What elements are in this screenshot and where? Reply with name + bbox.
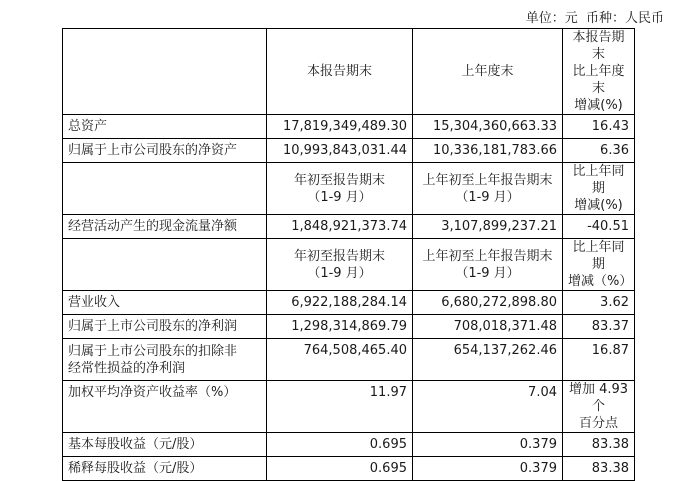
header-line: 增减(%) [574,198,623,213]
table-row [63,457,635,481]
header-line: （1-9 月） [455,189,520,205]
row-value-prior: 7.04 [413,381,563,433]
row-value-current: 1,848,921,373.74 [267,215,413,239]
row-value-change: 6.36 [563,139,635,163]
row-value-change: 3.62 [563,291,635,315]
row-value-change [563,381,635,433]
row-value-current: 0.695 [267,433,413,457]
row-value-change: 16.43 [563,115,635,139]
row-value-current: 0.695 [267,457,413,481]
header-yoy-change [563,239,635,291]
row-value-prior: 10,336,181,783.66 [413,139,563,163]
header-current-period-end: 本报告期末 [267,29,413,115]
header-line: 增减(%) [574,98,623,113]
header-line: 比上年同期 [572,164,625,196]
header-prior-ytd [413,163,563,215]
row-value-prior: 0.379 [413,433,563,457]
row-label [63,339,267,381]
row-value-current: 11.97 [267,381,413,433]
row-label: 归属于上市公司股东的净资产 [63,139,267,163]
header-line: 上年初至上年报告期末 [422,248,553,264]
financial-summary-table [62,28,635,481]
header-change-vs-prior-year-end [563,29,635,115]
table-header-row [63,29,635,115]
header-prior-ytd [413,239,563,291]
row-value-change: 83.38 [563,457,635,481]
row-label: 加权平均净资产收益率（%） [63,381,267,433]
table-row [63,291,635,315]
header-line: 本报告期末 [572,30,625,62]
header-line: （1-9 月） [307,189,372,205]
header-line: 比上年度末 [572,64,625,96]
row-value-change: 83.37 [563,315,635,339]
row-value-change: -40.51 [563,215,635,239]
row-label: 经营活动产生的现金流量净额 [63,215,267,239]
header-line: （1-9 月） [455,265,520,281]
row-value-current: 764,508,465.40 [267,339,413,381]
label-line: 归属于上市公司股东的扣除非 [68,343,238,359]
row-value-change: 83.38 [563,433,635,457]
label-line: 经常性损益的净利润 [68,360,186,376]
header-blank-cell [63,163,267,215]
table-row [63,381,635,433]
header-line: （1-9 月） [307,265,372,281]
table-subheader-row [63,239,635,291]
table-row [63,339,635,381]
row-value-prior: 15,304,360,663.33 [413,115,563,139]
row-label: 归属于上市公司股东的净利润 [63,315,267,339]
unit-currency-note: 单位：元 币种：人民币 [525,11,664,26]
row-value-prior: 3,107,899,237.21 [413,215,563,239]
table-row [63,315,635,339]
row-value-prior: 654,137,262.46 [413,339,563,381]
row-value-prior: 0.379 [413,457,563,481]
header-prior-year-end: 上年度末 [413,29,563,115]
value-line: 增加 4.93 个 [568,382,629,414]
row-label: 稀释每股收益（元/股） [63,457,267,481]
header-ytd [267,163,413,215]
row-value-change: 16.87 [563,339,635,381]
header-yoy-change [563,163,635,215]
header-line: 比上年同期 [572,240,625,272]
table-row [63,433,635,457]
header-ytd [267,239,413,291]
row-value-current: 6,922,188,284.14 [267,291,413,315]
table-row [63,139,635,163]
row-value-current: 17,819,349,489.30 [267,115,413,139]
table-row [63,215,635,239]
value-line: 百分点 [578,416,618,431]
row-label: 总资产 [63,115,267,139]
header-line: 年初至报告期末 [293,172,385,188]
header-blank-cell [63,29,267,115]
row-value-current: 10,993,843,031.44 [267,139,413,163]
row-value-prior: 6,680,272,898.80 [413,291,563,315]
row-label: 基本每股收益（元/股） [63,433,267,457]
header-blank-cell [63,239,267,291]
row-value-current: 1,298,314,869.79 [267,315,413,339]
table-subheader-row [63,163,635,215]
header-line: 年初至报告期末 [293,248,385,264]
row-value-prior: 708,018,371.48 [413,315,563,339]
table-row [63,115,635,139]
header-line: 增减（%） [568,274,633,289]
row-label: 营业收入 [63,291,267,315]
header-line: 上年初至上年报告期末 [422,172,553,188]
